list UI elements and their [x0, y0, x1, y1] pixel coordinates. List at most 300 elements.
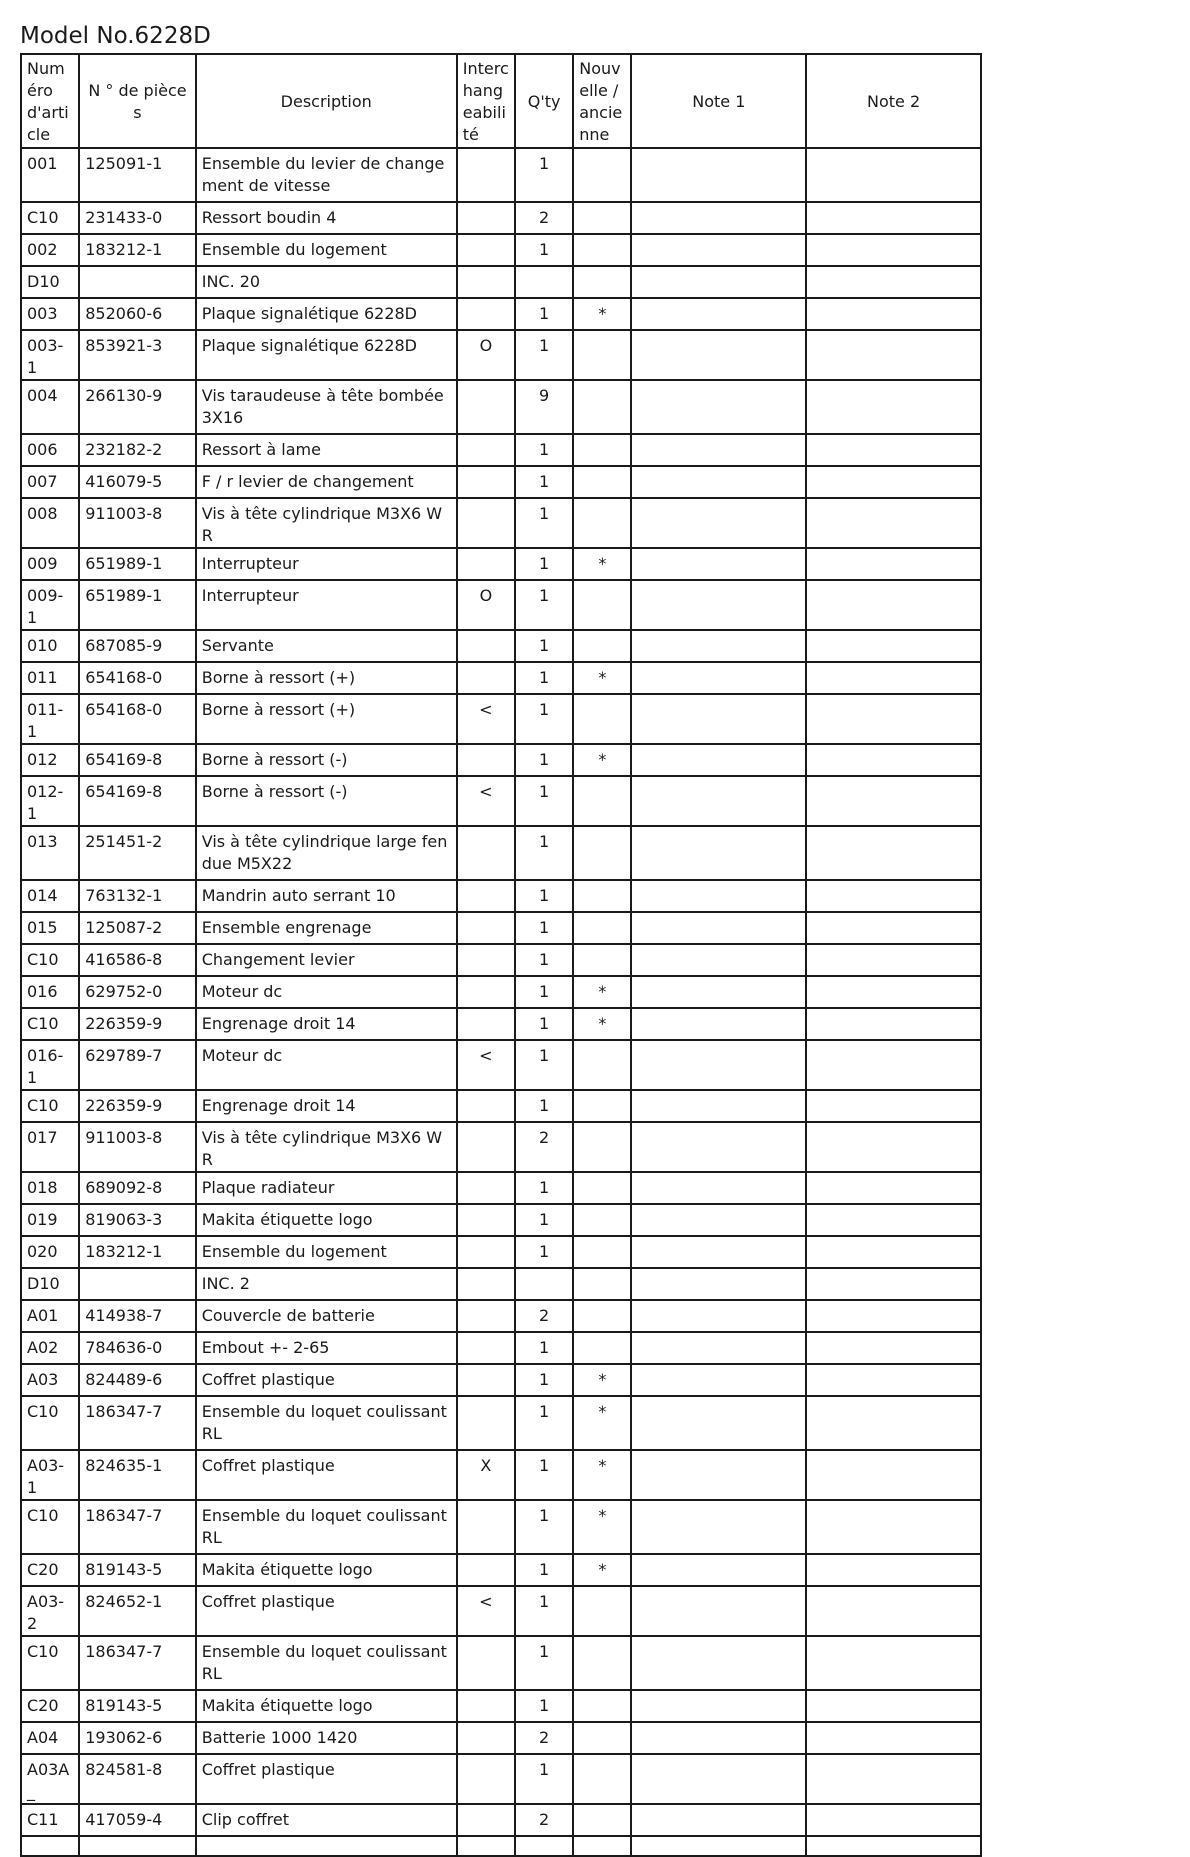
cell-new-old: [573, 880, 631, 912]
cell-part-no: 654168-0: [79, 662, 195, 694]
cell-description: Mandrin auto serrant 10: [196, 880, 457, 912]
cell-item-no: 001: [21, 148, 79, 202]
cell-item-no: 014: [21, 880, 79, 912]
cell-new-old: *: [573, 976, 631, 1008]
cell-part-no: 763132-1: [79, 880, 195, 912]
cell-interchangeability: [457, 880, 515, 912]
cell-interchangeability: [457, 380, 515, 434]
cell-new-old: [573, 202, 631, 234]
cell-interchangeability: [457, 1268, 515, 1300]
cell-description: Changement levier: [196, 944, 457, 976]
cell-qty: 1: [515, 1008, 573, 1040]
cell-description: Ensemble du levier de changement de vitesse: [196, 148, 457, 202]
cell-new-old: [573, 1586, 631, 1636]
cell-item-no: 004: [21, 380, 79, 434]
cell-interchangeability: [457, 976, 515, 1008]
cell-note-2: [806, 1236, 981, 1268]
cell-description: Plaque radiateur: [196, 1172, 457, 1204]
cell-description: Clip coffret: [196, 1804, 457, 1836]
cell-description: Vis à tête cylindrique large fendue M5X22: [196, 826, 457, 880]
cell-qty: 1: [515, 1204, 573, 1236]
header-description: Description: [196, 54, 457, 148]
cell-item-no: 003: [21, 298, 79, 330]
cell-note-2: [806, 1008, 981, 1040]
cell-interchangeability: [457, 744, 515, 776]
cell-part-no: 266130-9: [79, 380, 195, 434]
cell-interchangeability: [457, 1204, 515, 1236]
table-row: [21, 1040, 981, 1090]
cell-note-2: [806, 630, 981, 662]
cell-note-1: [631, 826, 806, 880]
cell-qty: [515, 1268, 573, 1300]
cell-qty: 1: [515, 1450, 573, 1500]
cell-item-no: A03-2: [21, 1586, 79, 1636]
cell-interchangeability: <: [457, 776, 515, 826]
cell-item-no: [21, 1836, 79, 1856]
cell-note-2: [806, 880, 981, 912]
cell-note-2: [806, 498, 981, 548]
cell-interchangeability: [457, 1722, 515, 1754]
cell-new-old: [573, 1204, 631, 1236]
table-row: [21, 1500, 981, 1554]
cell-description: Interrupteur: [196, 548, 457, 580]
cell-note-1: [631, 1090, 806, 1122]
cell-new-old: [573, 826, 631, 880]
cell-item-no: 018: [21, 1172, 79, 1204]
cell-description: [196, 1836, 457, 1856]
cell-note-2: [806, 202, 981, 234]
cell-qty: [515, 1836, 573, 1856]
header-interchangeability: Interchangeabilité: [457, 54, 515, 148]
header-part-no: N ° de pièces: [79, 54, 195, 148]
cell-note-1: [631, 266, 806, 298]
cell-note-1: [631, 1722, 806, 1754]
cell-description: Borne à ressort (-): [196, 744, 457, 776]
cell-qty: 9: [515, 380, 573, 434]
cell-part-no: 226359-9: [79, 1008, 195, 1040]
cell-item-no: 011: [21, 662, 79, 694]
cell-item-no: A03A_: [21, 1754, 79, 1804]
table-row: [21, 266, 981, 298]
cell-interchangeability: [457, 944, 515, 976]
cell-qty: 1: [515, 976, 573, 1008]
cell-qty: 1: [515, 298, 573, 330]
cell-note-2: [806, 694, 981, 744]
table-row: [21, 1836, 981, 1856]
cell-qty: 1: [515, 944, 573, 976]
cell-description: Embout +- 2-65: [196, 1332, 457, 1364]
cell-part-no: 183212-1: [79, 234, 195, 266]
cell-note-2: [806, 662, 981, 694]
cell-item-no: C20: [21, 1690, 79, 1722]
cell-description: F / r levier de changement: [196, 466, 457, 498]
cell-part-no: 416079-5: [79, 466, 195, 498]
cell-part-no: 414938-7: [79, 1300, 195, 1332]
cell-item-no: 006: [21, 434, 79, 466]
cell-item-no: 011-1: [21, 694, 79, 744]
cell-new-old: [573, 330, 631, 380]
cell-qty: 1: [515, 1500, 573, 1554]
cell-note-1: [631, 744, 806, 776]
cell-interchangeability: <: [457, 1040, 515, 1090]
cell-qty: 1: [515, 1690, 573, 1722]
table-row: [21, 976, 981, 1008]
cell-interchangeability: [457, 662, 515, 694]
cell-note-2: [806, 148, 981, 202]
table-row: [21, 1122, 981, 1172]
table-row: [21, 630, 981, 662]
cell-note-2: [806, 234, 981, 266]
cell-item-no: 013: [21, 826, 79, 880]
cell-new-old: *: [573, 548, 631, 580]
header-new-old: Nouvelle / ancienne: [573, 54, 631, 148]
cell-part-no: 654169-8: [79, 744, 195, 776]
table-row: [21, 776, 981, 826]
table-row: [21, 1008, 981, 1040]
cell-note-1: [631, 330, 806, 380]
cell-description: Ensemble du loquet coulissant RL: [196, 1500, 457, 1554]
cell-item-no: 008: [21, 498, 79, 548]
cell-note-2: [806, 548, 981, 580]
cell-part-no: 651989-1: [79, 548, 195, 580]
cell-item-no: 019: [21, 1204, 79, 1236]
cell-part-no: 651989-1: [79, 580, 195, 630]
cell-note-1: [631, 298, 806, 330]
cell-note-2: [806, 1754, 981, 1804]
cell-note-1: [631, 1172, 806, 1204]
cell-note-1: [631, 148, 806, 202]
table-row: [21, 662, 981, 694]
cell-qty: 2: [515, 1300, 573, 1332]
parts-table: [20, 53, 982, 1857]
cell-new-old: [573, 1300, 631, 1332]
cell-part-no: 193062-6: [79, 1722, 195, 1754]
cell-item-no: C10: [21, 1090, 79, 1122]
cell-interchangeability: [457, 202, 515, 234]
cell-new-old: [573, 1636, 631, 1690]
table-row: [21, 1332, 981, 1364]
cell-description: Coffret plastique: [196, 1450, 457, 1500]
cell-item-no: A03-1: [21, 1450, 79, 1500]
cell-note-1: [631, 944, 806, 976]
cell-qty: 1: [515, 466, 573, 498]
cell-interchangeability: [457, 1090, 515, 1122]
cell-description: Coffret plastique: [196, 1754, 457, 1804]
cell-qty: 1: [515, 630, 573, 662]
cell-item-no: 007: [21, 466, 79, 498]
cell-interchangeability: [457, 1236, 515, 1268]
cell-new-old: [573, 1040, 631, 1090]
cell-description: Ressort boudin 4: [196, 202, 457, 234]
cell-note-2: [806, 1586, 981, 1636]
cell-interchangeability: [457, 266, 515, 298]
cell-note-2: [806, 1450, 981, 1500]
cell-new-old: *: [573, 1554, 631, 1586]
cell-item-no: 002: [21, 234, 79, 266]
cell-description: Coffret plastique: [196, 1364, 457, 1396]
cell-qty: 1: [515, 1040, 573, 1090]
table-row: [21, 1754, 981, 1804]
table-row: [21, 1204, 981, 1236]
cell-item-no: C10: [21, 1396, 79, 1450]
cell-part-no: 416586-8: [79, 944, 195, 976]
cell-qty: 1: [515, 580, 573, 630]
cell-note-1: [631, 1836, 806, 1856]
cell-qty: 1: [515, 662, 573, 694]
header-item-no: Numéro d'article: [21, 54, 79, 148]
cell-note-1: [631, 498, 806, 548]
cell-description: Vis à tête cylindrique M3X6 WR: [196, 498, 457, 548]
cell-note-2: [806, 1300, 981, 1332]
cell-new-old: [573, 944, 631, 976]
cell-part-no: 687085-9: [79, 630, 195, 662]
cell-note-2: [806, 976, 981, 1008]
cell-interchangeability: [457, 434, 515, 466]
cell-part-no: 819143-5: [79, 1690, 195, 1722]
cell-note-2: [806, 1040, 981, 1090]
cell-new-old: [573, 1754, 631, 1804]
table-row: [21, 880, 981, 912]
cell-interchangeability: <: [457, 694, 515, 744]
cell-item-no: C10: [21, 202, 79, 234]
cell-qty: 1: [515, 1586, 573, 1636]
header-note-2: Note 2: [806, 54, 981, 148]
table-row: [21, 1090, 981, 1122]
table-row: [21, 330, 981, 380]
cell-note-1: [631, 1268, 806, 1300]
cell-note-1: [631, 380, 806, 434]
cell-interchangeability: <: [457, 1586, 515, 1636]
cell-note-1: [631, 776, 806, 826]
cell-note-1: [631, 630, 806, 662]
cell-note-2: [806, 1364, 981, 1396]
cell-qty: 2: [515, 202, 573, 234]
cell-new-old: *: [573, 744, 631, 776]
cell-qty: 1: [515, 234, 573, 266]
cell-note-1: [631, 880, 806, 912]
cell-interchangeability: [457, 498, 515, 548]
cell-note-2: [806, 1090, 981, 1122]
cell-note-2: [806, 1268, 981, 1300]
table-row: [21, 912, 981, 944]
cell-note-2: [806, 776, 981, 826]
cell-part-no: 226359-9: [79, 1090, 195, 1122]
cell-interchangeability: [457, 1836, 515, 1856]
cell-item-no: A01: [21, 1300, 79, 1332]
cell-interchangeability: [457, 1122, 515, 1172]
cell-note-2: [806, 744, 981, 776]
table-row: [21, 694, 981, 744]
cell-new-old: [573, 1090, 631, 1122]
cell-qty: 1: [515, 880, 573, 912]
cell-interchangeability: [457, 826, 515, 880]
cell-new-old: [573, 466, 631, 498]
cell-item-no: 016: [21, 976, 79, 1008]
cell-description: INC. 20: [196, 266, 457, 298]
cell-item-no: 003-1: [21, 330, 79, 380]
cell-note-1: [631, 202, 806, 234]
cell-item-no: A03: [21, 1364, 79, 1396]
page-title: Model No.6228D: [20, 23, 211, 49]
cell-note-1: [631, 662, 806, 694]
cell-part-no: 819143-5: [79, 1554, 195, 1586]
cell-note-1: [631, 434, 806, 466]
cell-item-no: D10: [21, 1268, 79, 1300]
cell-new-old: [573, 1804, 631, 1836]
cell-note-2: [806, 1172, 981, 1204]
cell-part-no: 251451-2: [79, 826, 195, 880]
cell-interchangeability: [457, 1804, 515, 1836]
cell-part-no: 629789-7: [79, 1040, 195, 1090]
cell-qty: 1: [515, 1364, 573, 1396]
cell-new-old: [573, 148, 631, 202]
cell-note-1: [631, 580, 806, 630]
cell-part-no: 911003-8: [79, 1122, 195, 1172]
cell-note-1: [631, 1554, 806, 1586]
cell-note-2: [806, 1722, 981, 1754]
cell-note-1: [631, 466, 806, 498]
table-row: [21, 1172, 981, 1204]
cell-description: Ensemble du loquet coulissant RL: [196, 1396, 457, 1450]
cell-description: Makita étiquette logo: [196, 1690, 457, 1722]
cell-note-2: [806, 944, 981, 976]
cell-note-2: [806, 266, 981, 298]
cell-new-old: [573, 630, 631, 662]
cell-qty: 1: [515, 1332, 573, 1364]
cell-part-no: 231433-0: [79, 202, 195, 234]
table-row: [21, 944, 981, 976]
cell-description: Ensemble du loquet coulissant RL: [196, 1636, 457, 1690]
table-row: [21, 548, 981, 580]
cell-note-1: [631, 1008, 806, 1040]
cell-note-1: [631, 1690, 806, 1722]
table-row: [21, 202, 981, 234]
cell-description: Vis taraudeuse à tête bombée 3X16: [196, 380, 457, 434]
cell-item-no: 016-1: [21, 1040, 79, 1090]
cell-note-1: [631, 1804, 806, 1836]
cell-new-old: [573, 1332, 631, 1364]
table-row: [21, 234, 981, 266]
cell-interchangeability: [457, 1332, 515, 1364]
cell-part-no: 186347-7: [79, 1396, 195, 1450]
cell-part-no: [79, 1268, 195, 1300]
cell-interchangeability: O: [457, 580, 515, 630]
cell-interchangeability: [457, 1554, 515, 1586]
cell-description: INC. 2: [196, 1268, 457, 1300]
cell-note-2: [806, 1122, 981, 1172]
cell-description: Ensemble engrenage: [196, 912, 457, 944]
cell-part-no: 125091-1: [79, 148, 195, 202]
cell-interchangeability: [457, 1754, 515, 1804]
cell-new-old: *: [573, 1008, 631, 1040]
cell-new-old: [573, 266, 631, 298]
cell-item-no: 015: [21, 912, 79, 944]
table-row: [21, 498, 981, 548]
cell-note-1: [631, 1332, 806, 1364]
cell-item-no: C11: [21, 1804, 79, 1836]
cell-item-no: 017: [21, 1122, 79, 1172]
cell-interchangeability: [457, 1500, 515, 1554]
cell-new-old: *: [573, 1396, 631, 1450]
cell-qty: 1: [515, 826, 573, 880]
cell-description: Couvercle de batterie: [196, 1300, 457, 1332]
cell-note-2: [806, 434, 981, 466]
cell-note-1: [631, 234, 806, 266]
cell-note-2: [806, 1396, 981, 1450]
cell-new-old: [573, 776, 631, 826]
cell-description: Engrenage droit 14: [196, 1008, 457, 1040]
cell-note-2: [806, 1836, 981, 1856]
cell-part-no: 186347-7: [79, 1636, 195, 1690]
cell-description: Borne à ressort (+): [196, 694, 457, 744]
cell-part-no: 911003-8: [79, 498, 195, 548]
cell-description: Servante: [196, 630, 457, 662]
cell-new-old: [573, 580, 631, 630]
cell-item-no: C20: [21, 1554, 79, 1586]
cell-description: Coffret plastique: [196, 1586, 457, 1636]
table-row: [21, 1586, 981, 1636]
cell-item-no: 009-1: [21, 580, 79, 630]
cell-new-old: *: [573, 1500, 631, 1554]
cell-qty: 1: [515, 148, 573, 202]
cell-interchangeability: [457, 912, 515, 944]
cell-note-2: [806, 466, 981, 498]
cell-qty: 1: [515, 434, 573, 466]
cell-part-no: 417059-4: [79, 1804, 195, 1836]
cell-item-no: 009: [21, 548, 79, 580]
cell-note-1: [631, 976, 806, 1008]
table-row: [21, 434, 981, 466]
table-row: [21, 744, 981, 776]
cell-qty: 1: [515, 498, 573, 548]
cell-part-no: 232182-2: [79, 434, 195, 466]
cell-part-no: 654169-8: [79, 776, 195, 826]
cell-note-2: [806, 1636, 981, 1690]
cell-description: Vis à tête cylindrique M3X6 WR: [196, 1122, 457, 1172]
cell-new-old: *: [573, 662, 631, 694]
table-row: [21, 380, 981, 434]
cell-new-old: [573, 498, 631, 548]
cell-item-no: 020: [21, 1236, 79, 1268]
cell-qty: 2: [515, 1122, 573, 1172]
cell-note-2: [806, 298, 981, 330]
table-row: [21, 580, 981, 630]
cell-part-no: 654168-0: [79, 694, 195, 744]
cell-note-1: [631, 912, 806, 944]
cell-note-1: [631, 1204, 806, 1236]
table-row: [21, 298, 981, 330]
table-row: [21, 1396, 981, 1450]
cell-note-2: [806, 1500, 981, 1554]
cell-note-1: [631, 1236, 806, 1268]
cell-item-no: 010: [21, 630, 79, 662]
cell-new-old: *: [573, 1450, 631, 1500]
cell-note-2: [806, 1554, 981, 1586]
cell-item-no: C10: [21, 1008, 79, 1040]
cell-interchangeability: [457, 298, 515, 330]
cell-qty: 1: [515, 1090, 573, 1122]
table-row: [21, 1450, 981, 1500]
cell-note-1: [631, 548, 806, 580]
cell-part-no: 183212-1: [79, 1236, 195, 1268]
cell-part-no: [79, 1836, 195, 1856]
cell-item-no: C10: [21, 944, 79, 976]
cell-description: Plaque signalétique 6228D: [196, 298, 457, 330]
table-row: [21, 1364, 981, 1396]
cell-interchangeability: [457, 1172, 515, 1204]
cell-new-old: [573, 1722, 631, 1754]
table-row: [21, 148, 981, 202]
